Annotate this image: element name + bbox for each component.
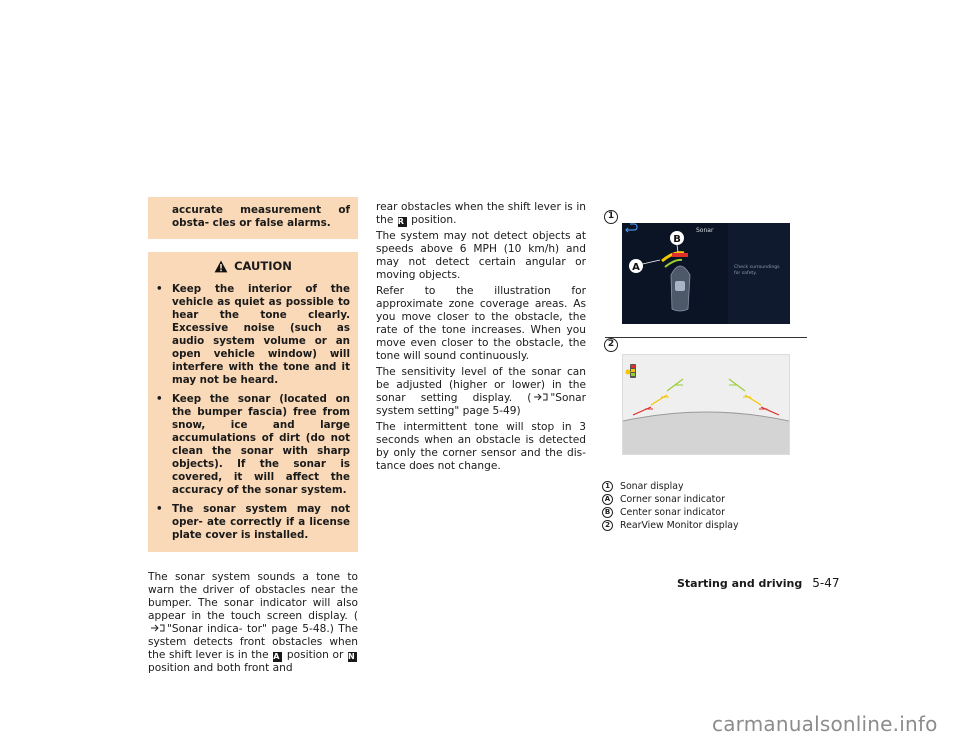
continued-caution-text: accurate measurement of obsta- cles or false alarms.	[172, 204, 350, 229]
page-footer	[677, 576, 840, 590]
callout-a-label: A	[632, 262, 640, 273]
screen-title: Sonar	[696, 227, 714, 234]
legend-item	[602, 506, 739, 519]
footer-section-title: Starting and driving	[677, 577, 803, 590]
legend-item	[602, 480, 739, 493]
body-paragraph	[376, 201, 586, 227]
rearview-graphic	[623, 355, 789, 454]
body-paragraph: Refer to the illustration for approximate zone coverage areas. As you move closer to the obstacle, the rate of the tone increases. When you move even closer to the obstacle, the tone will sound continuously.	[376, 285, 586, 362]
gear-n-icon: N	[348, 652, 357, 662]
watermark: carmanualsonline.info	[712, 712, 938, 736]
legend-marker: B	[602, 507, 613, 518]
reference-text[interactable]: "Sonar system setting" page 5-49)	[376, 392, 586, 417]
caution-bullet	[156, 283, 350, 387]
body-text: The sonar system sounds a tone to warn the driver of obstacles near the bumper. The sonar indicator will also appear in the touch screen display. (	[148, 571, 358, 622]
gear-r-icon: R	[398, 217, 407, 227]
body-paragraph	[148, 571, 358, 675]
caution-bullet-text: The sonar system may not oper- ate correctly if a license plate cover is installed.	[172, 503, 350, 541]
legend-text: Corner sonar indicator	[620, 494, 725, 505]
body-text: The sensitivity level of the sonar can be adjusted (higher or lower) in the sonar setting display. (	[376, 366, 586, 404]
warning-triangle-icon	[214, 260, 228, 273]
legend-text: RearView Monitor display	[620, 520, 739, 531]
legend-marker: A	[602, 494, 613, 505]
left-column	[148, 197, 358, 678]
body-paragraph	[376, 366, 586, 418]
figure-number-2: 2	[604, 338, 618, 352]
figure-legend	[602, 480, 739, 532]
screen-message-line2: for safety.	[734, 271, 757, 276]
middle-column	[376, 201, 586, 476]
legend-text: Center sonar indicator	[620, 507, 725, 518]
sonar-display-graphic	[622, 223, 790, 324]
bullet-dot: •	[156, 283, 163, 295]
figure-divider	[605, 337, 807, 338]
caution-title: CAUTION	[234, 259, 292, 273]
page-reference-icon	[533, 392, 548, 402]
page-number: 5-47	[812, 576, 840, 590]
body-text: rear obstacles when the shift lever is in the	[376, 201, 586, 226]
page-reference-icon	[150, 623, 165, 633]
rearview-monitor-display	[622, 354, 790, 455]
caution-heading	[156, 260, 350, 273]
gear-a-icon: A	[273, 652, 282, 662]
callout-b-label: B	[673, 234, 681, 245]
legend-text: Sonar display	[620, 481, 684, 492]
bullet-dot: •	[156, 503, 163, 515]
body-text: position and both front and	[148, 662, 293, 674]
center-sonar-bar	[672, 253, 688, 257]
reference-text[interactable]: "Sonar indica- tor" page 5-48.) The system detects front obstacles when the shift lever is in the	[148, 623, 358, 661]
legend-marker: 2	[602, 520, 613, 531]
screen-message-line1: Check surroundings	[734, 265, 780, 270]
body-text: position.	[411, 214, 457, 226]
legend-marker: 1	[602, 481, 613, 492]
sonar-display	[622, 223, 790, 324]
legend-item	[602, 493, 739, 506]
bullet-dot: •	[156, 393, 163, 405]
body-text: position or	[286, 649, 344, 661]
continued-caution-box	[148, 197, 358, 239]
figure-number-1: 1	[604, 210, 618, 224]
legend-item	[602, 519, 739, 532]
caution-bullet	[156, 503, 350, 542]
body-paragraph: The system may not detect objects at speeds above 6 MPH (10 km/h) and may not detect certain angular or moving objects.	[376, 230, 586, 281]
caution-bullet	[156, 393, 350, 497]
caution-box	[148, 252, 358, 552]
caution-bullet-text: Keep the interior of the vehicle as quiet as possible to hear the tone clearly. Excessive noise (such as audio system volume or an open vehicle window) will interfere with the tone and it may not be heard.	[172, 283, 350, 386]
caution-bullet-text: Keep the sonar (located on the bumper fascia) free from snow, ice and large accumulations of dirt (do not clean the sonar with sharp objects). If the sonar is covered, it will affect the accuracy of the sonar system.	[172, 393, 350, 496]
body-paragraph: The intermittent tone will stop in 3 seconds when an obstacle is detected by only the corner sensor and the dis- tance does not change.	[376, 421, 586, 472]
